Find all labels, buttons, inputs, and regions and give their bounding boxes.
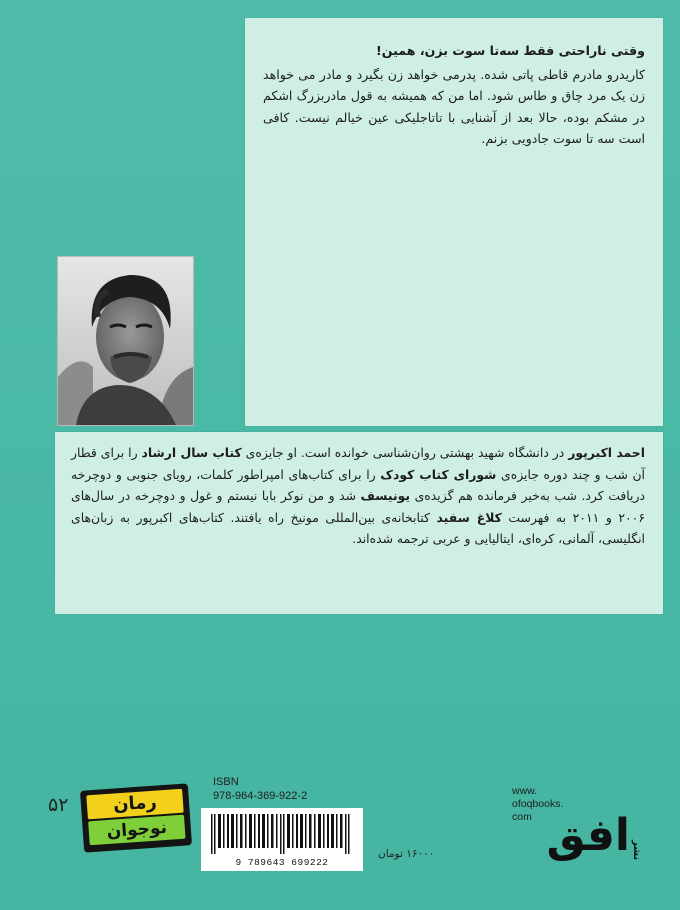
price: ۱۶۰۰۰ تومان (378, 848, 435, 860)
excerpt-body: کاریدرو مادرم قاطی پاتی شده. پدرمی خواهد زن بگیرد و مادر می خواهد زن یک مرد چاق و طاس شود. اما من که همیشه به قول مادربزرگ اشکم در مشکم بوده، حالا بعد از آشنایی با تاتاجلیکی عین خیالم نیست. کافی است سه تا سوت جادویی بزنم. (263, 66, 645, 146)
barcode (201, 808, 363, 871)
bio-fragment: کتابخانه‌ی بین‌المللی مونیخ راه یافتند. کتاب‌های اکبرپور به زبان‌های انگلیسی، آلمانی، کره‌ای، ایتالیایی و عربی ترجمه شده‌اند. (71, 509, 645, 546)
website-line: ofoqbooks. (512, 798, 564, 810)
author-photo (57, 256, 194, 426)
award-name: یونیسف (360, 488, 411, 503)
publisher-logo-word: نشر (631, 840, 642, 861)
excerpt-text (263, 40, 645, 150)
excerpt-heading: وقتی ناراحتی فقط سه‌تا سوت بزن، همین! (376, 43, 645, 58)
isbn-label: ISBN (213, 776, 239, 788)
bio-fragment: را برای قطار آن شب و چند دوره جایزه‌ی (71, 445, 645, 482)
website-line: com (512, 811, 532, 823)
excerpt-panel (245, 18, 663, 426)
series-badge-bottom: نوجوان (88, 815, 185, 846)
series-badge-top: رمان (86, 789, 183, 820)
bio-fragment: در دانشگاه شهید بهشتی روان‌شناسی خوانده است. او جایزه‌ی (241, 445, 569, 460)
bio-fragment: را برای کتاب‌های امپراطور کلمات، رویای جنوبی و دوچرخه دریافت کرد. شب به‌خیر فرمانده هم گزیده‌ی (71, 466, 646, 503)
author-bio-panel (55, 432, 663, 614)
author-portrait-image (58, 257, 193, 425)
publisher-logo (546, 806, 642, 870)
award-name: کتاب سال ارشاد (141, 445, 242, 460)
barcode-bars (209, 814, 355, 854)
author-name: احمد اکبرپور (568, 445, 645, 460)
award-name: کلاغ سفید (436, 509, 502, 525)
bio-fragment: شد و من نوکر بابا نیستم و غول و دوچرخه در سال‌های ۲۰۰۶ و ۲۰۱۱ به فهرست (71, 488, 645, 525)
series-badge (80, 783, 192, 852)
barcode-digits: 9 789643 699222 (235, 857, 329, 868)
author-bio-text (71, 442, 645, 550)
isbn-number: 978-964-369-922-2 (213, 790, 308, 802)
page-number: ۵۲ (48, 794, 69, 816)
publisher-logo-text: افق (546, 810, 630, 861)
award-name: شورای کتاب کودک (380, 466, 497, 482)
website-line: www. (512, 785, 538, 797)
